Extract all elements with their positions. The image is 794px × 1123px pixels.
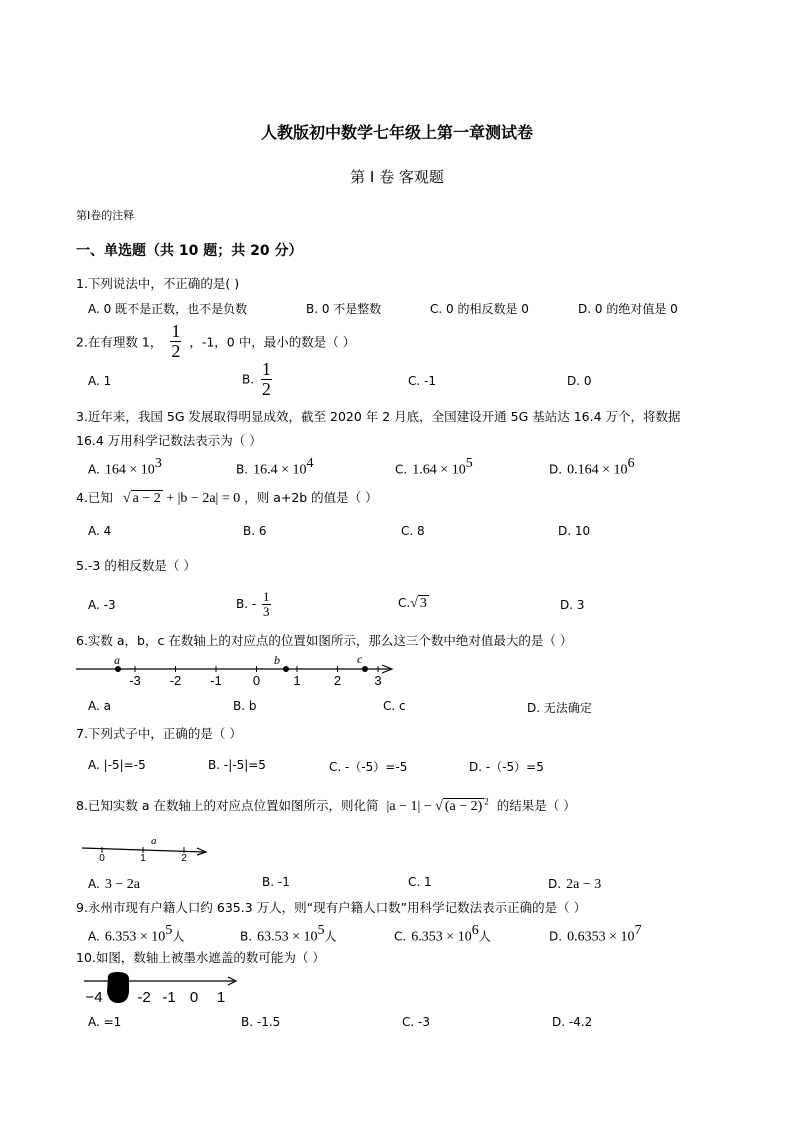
q8-option-b: B. -1 xyxy=(262,875,290,889)
q7-option-d: D. -（-5）=5 xyxy=(469,760,544,774)
q5-option-b-label: B. - xyxy=(236,597,257,612)
q8-option-a-expr: 3 − 2a xyxy=(104,877,141,892)
q8-option-a-label: A. xyxy=(88,877,100,891)
q6-label-a: a xyxy=(114,653,120,667)
q9-option-a-label: A. xyxy=(88,929,100,944)
q2-fraction-num: 1 xyxy=(171,321,181,341)
q10-stem: 10.如图，数轴上被墨水遮盖的数可能为（ ） xyxy=(76,950,325,965)
q3-option-c xyxy=(395,456,473,478)
q6-tick-label: 0 xyxy=(252,673,261,687)
volume-note: 第Ⅰ卷的注释 xyxy=(76,209,135,222)
q8-option-c: C. 1 xyxy=(408,875,432,889)
q8-number-line xyxy=(78,830,212,864)
q8-tick-label: 0 xyxy=(99,853,105,864)
q6-point-c xyxy=(362,666,368,672)
q8-stem-pre: 8.已知实数 a 在数轴上的对应点位置如图所示，则化简 xyxy=(76,798,379,813)
q10-tick-label: −4 xyxy=(85,989,103,1006)
q3-option-a-exp: 3 xyxy=(154,456,162,471)
q3-stem-line1: 3.近年来，我国 5G 发展取得明显成效，截至 2020 年 2 月底，全国建设开通 5G 基站达 16.4 万个，将数据 xyxy=(76,409,681,424)
q4-option-c: C. 8 xyxy=(401,524,425,538)
q9-option-b-exp: 5 xyxy=(317,923,325,938)
q1-option-b: B. 0 不是整数 xyxy=(306,302,382,316)
q9-option-a-unit: 人 xyxy=(172,929,185,944)
q5-option-b-num: 1 xyxy=(263,589,270,604)
q6-tick-label: 1 xyxy=(293,673,301,687)
q9-option-b-expr: 63.53 × 10 xyxy=(257,929,318,945)
q10-tick-label: -2 xyxy=(137,989,151,1006)
q3-stem-line2: 16.4 万用科学记数法表示为（ ） xyxy=(76,433,262,448)
q9-option-d-expr: 0.6353 × 10 xyxy=(567,929,635,945)
q1-option-d: D. 0 的绝对值是 0 xyxy=(578,302,678,316)
q3-option-a-expr: 164 × 10 xyxy=(104,462,155,478)
q8-stem-post: 的结果是（ ） xyxy=(496,798,576,813)
q6-option-d: D. 无法确定 xyxy=(527,701,592,715)
q2-stem-pre: 2.在有理数 1， xyxy=(76,334,163,350)
q7-option-c: C. -（-5）=-5 xyxy=(329,760,408,774)
q9-option-a-exp: 5 xyxy=(165,923,173,938)
q5-option-b xyxy=(236,590,271,618)
q9-option-c-label: C. xyxy=(394,929,407,944)
q8-stem xyxy=(76,796,576,815)
q8-option-d-expr: 2a − 3 xyxy=(566,877,602,892)
q5-option-c-radicand: 3 xyxy=(419,596,427,611)
q9-option-c-unit: 人 xyxy=(478,929,491,944)
q6-stem: 6.实数 a，b，c 在数轴上的对应点的位置如图所示，那么这三个数中绝对值最大的是（ ） xyxy=(76,633,573,648)
q9-option-c-exp: 6 xyxy=(471,923,479,938)
q4-radicand: a − 2 xyxy=(132,491,161,506)
q6-tick-label: 2 xyxy=(333,673,342,687)
q5-option-d: D. 3 xyxy=(560,598,585,612)
q8-expression: |a − 1| − √ (a − 2) $^2$ xyxy=(386,796,489,814)
q1-stem: 1.下列说法中，不正确的是( ) xyxy=(76,276,240,291)
q5-option-c-label: C. xyxy=(398,596,411,610)
q9-option-c-expr: 6.353 × 10 xyxy=(411,929,472,945)
q3-option-d-label: D. xyxy=(549,462,563,477)
q3-option-b-exp: 4 xyxy=(306,456,314,471)
q2-option-d: D. 0 xyxy=(567,374,592,388)
q5-stem: 5.-3 的相反数是（ ） xyxy=(76,558,196,573)
q4-option-d: D. 10 xyxy=(558,524,591,538)
q1-option-c: C. 0 的相反数是 0 xyxy=(430,302,529,316)
q8-label-a: a xyxy=(151,835,157,847)
q9-option-b-label: B. xyxy=(240,929,253,944)
q6-tick-label: -1 xyxy=(210,673,222,687)
q6-label-b: b xyxy=(274,653,280,667)
q9-option-c xyxy=(394,923,491,945)
q6-point-b xyxy=(283,666,289,672)
q4-expression-rest: + |b − 2a| = 0 xyxy=(162,491,241,506)
q2-fraction-den: 2 xyxy=(171,340,181,361)
q6-tick-label: 3 xyxy=(374,673,382,687)
q2-stem-post: ，-1，0 中，最小的数是（ ） xyxy=(189,334,356,350)
q3-option-d xyxy=(549,456,635,478)
q10-option-d: D. -4.2 xyxy=(552,1015,593,1029)
q2-option-b xyxy=(242,360,272,399)
q3-option-b-expr: 16.4 × 10 xyxy=(253,462,307,478)
q2-option-b-num: 1 xyxy=(261,359,271,379)
q3-option-c-label: C. xyxy=(395,462,408,477)
q9-option-d-exp: 7 xyxy=(634,923,642,938)
q8-tick-label: 2 xyxy=(181,853,187,864)
q8-radicand: (a − 2) xyxy=(444,799,483,814)
q6-label-c: c xyxy=(357,653,363,666)
q10-number-line xyxy=(82,970,242,1008)
q4-stem-pre: 4.已知 xyxy=(76,490,113,505)
section-heading: 一、单选题（共 10 题；共 20 分） xyxy=(76,243,303,259)
q3-option-d-exp: 6 xyxy=(627,456,635,471)
q8-radicand-exp: 2 xyxy=(484,796,489,807)
q10-option-b: B. -1.5 xyxy=(241,1015,281,1029)
q9-option-a-expr: 6.353 × 10 xyxy=(104,929,166,945)
q3-option-a xyxy=(88,456,162,478)
q6-option-c: C. c xyxy=(383,699,406,713)
q2-option-a: A. 1 xyxy=(88,374,112,388)
q6-number-line xyxy=(74,653,404,687)
q3-option-d-expr: 0.164 × 10 xyxy=(567,462,628,478)
q4-stem-post: ，则 a+2b 的值是（ ） xyxy=(244,490,378,505)
q4-option-b: B. 6 xyxy=(243,524,267,538)
volume-heading: 第 I 卷 客观题 xyxy=(350,168,444,186)
q3-option-b-label: B. xyxy=(236,462,249,477)
ink-blot-icon xyxy=(107,972,129,1003)
q2-option-b-den: 2 xyxy=(261,378,271,399)
q10-option-c: C. -3 xyxy=(402,1015,430,1029)
q4-stem xyxy=(76,488,378,507)
q8-expression-abs: |a − 1| − xyxy=(386,799,436,814)
q10-tick-label: -1 xyxy=(162,989,176,1006)
q6-option-a: A. a xyxy=(88,699,111,713)
q3-option-b xyxy=(236,456,314,478)
q8-option-d xyxy=(548,873,601,893)
q9-option-d-label: D. xyxy=(549,929,563,944)
q6-tick-label: -2 xyxy=(169,673,182,687)
q8-tick-label: 1 xyxy=(140,853,146,864)
q10-tick-label: 0 xyxy=(189,989,199,1006)
q3-option-c-exp: 5 xyxy=(465,456,473,471)
q5-option-c: C.√ 3 xyxy=(398,596,427,611)
q6-tick-label: -3 xyxy=(129,673,141,687)
q2-option-b-fraction xyxy=(261,360,272,399)
q7-option-a: A. |-5|=-5 xyxy=(88,758,146,772)
q8-option-a xyxy=(88,873,140,893)
q2-stem xyxy=(76,322,355,361)
q10-tick-label: 1 xyxy=(216,989,226,1006)
q6-option-b: B. b xyxy=(233,699,257,713)
q9-option-b xyxy=(240,923,337,945)
q5-option-a: A. -3 xyxy=(88,598,116,612)
q2-option-b-label: B. xyxy=(242,372,255,387)
q10-option-a: A. =1 xyxy=(88,1015,122,1029)
q9-option-d xyxy=(549,923,642,945)
q4-expression: √ a − 2 + |b − 2a| = 0 xyxy=(122,491,241,506)
q2-fraction xyxy=(170,322,181,361)
q5-option-b-fraction xyxy=(262,590,271,618)
q4-option-a: A. 4 xyxy=(88,524,112,538)
q3-option-a-label: A. xyxy=(88,462,100,477)
q8-option-d-label: D. xyxy=(548,877,562,891)
q3-option-c-expr: 1.64 × 10 xyxy=(412,462,466,478)
q7-stem: 7.下列式子中，正确的是（ ） xyxy=(76,726,242,741)
q9-stem: 9.永州市现有户籍人口约 635.3 万人，则“现有户籍人口数”用科学记数法表示正确的是（ ） xyxy=(76,900,587,915)
q5-option-b-den: 3 xyxy=(263,603,270,619)
q9-option-a xyxy=(88,923,184,945)
page-title: 人教版初中数学七年级上第一章测试卷 xyxy=(260,123,533,142)
q7-option-b: B. -|-5|=5 xyxy=(208,758,266,772)
q2-option-c: C. -1 xyxy=(408,374,436,388)
q9-option-b-unit: 人 xyxy=(324,929,337,944)
q1-option-a: A. 0 既不是正数，也不是负数 xyxy=(88,302,248,316)
